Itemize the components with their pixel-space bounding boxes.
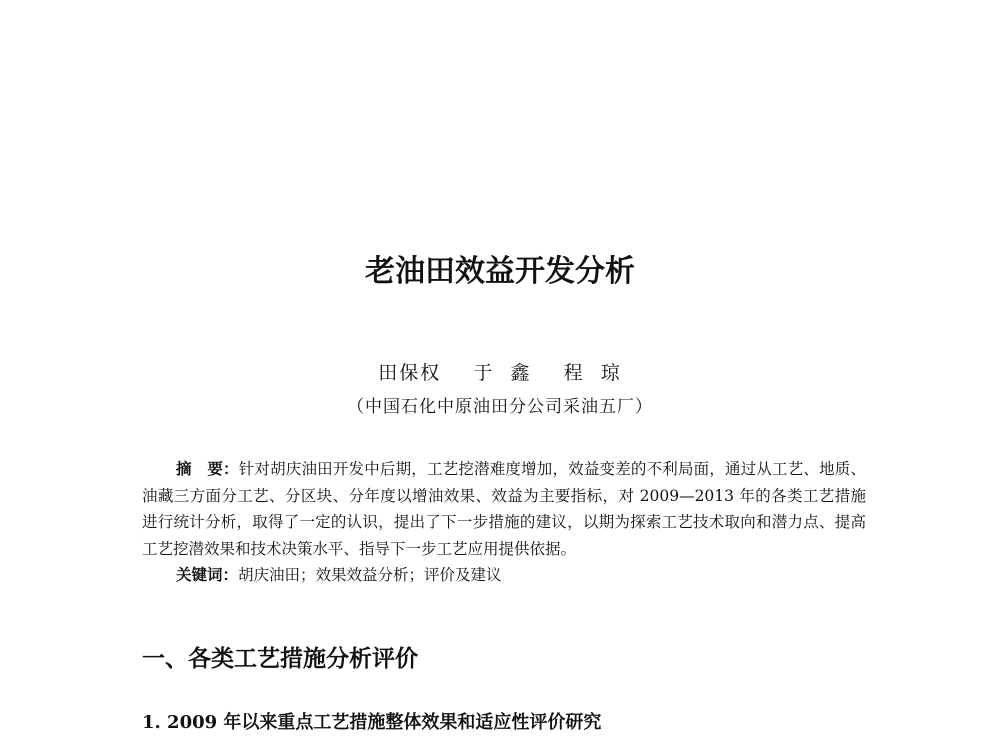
keywords-text: 胡庆油田；效果效益分析；评价及建议 xyxy=(238,566,502,584)
paper-title: 老油田效益开发分析 xyxy=(365,254,635,289)
section-heading: 一、各类工艺措施分析评价 xyxy=(142,646,418,672)
subsection-heading: 1. 2009 年以来重点工艺措施整体效果和适应性评价研究 xyxy=(142,712,602,733)
abstract-label: 摘 要： xyxy=(176,460,239,478)
author-list: 田保权 于 鑫 程 琼 xyxy=(378,362,622,384)
abstract-text: 针对胡庆油田开发中后期，工艺挖潜难度增加，效益变差的不利局面，通过从工艺、地质、油藏三方面分工艺、分区块、分年度以增油效果、效益为主要指标，对 2009—2013 年的各类工艺措施进行统计分析，取得了一定的认识，提出了下一步措施的建议，以期为探索工艺技术取向和潜力点、提高工艺挖潜效果和技术决策水平、指导下一步工艺应用提供依据。 xyxy=(142,460,866,558)
keywords-line xyxy=(176,563,866,587)
keywords-label: 关键词： xyxy=(176,566,239,584)
author-affiliation: （中国石化中原油田分公司采油五厂） xyxy=(347,397,653,417)
abstract-paragraph xyxy=(142,456,866,562)
